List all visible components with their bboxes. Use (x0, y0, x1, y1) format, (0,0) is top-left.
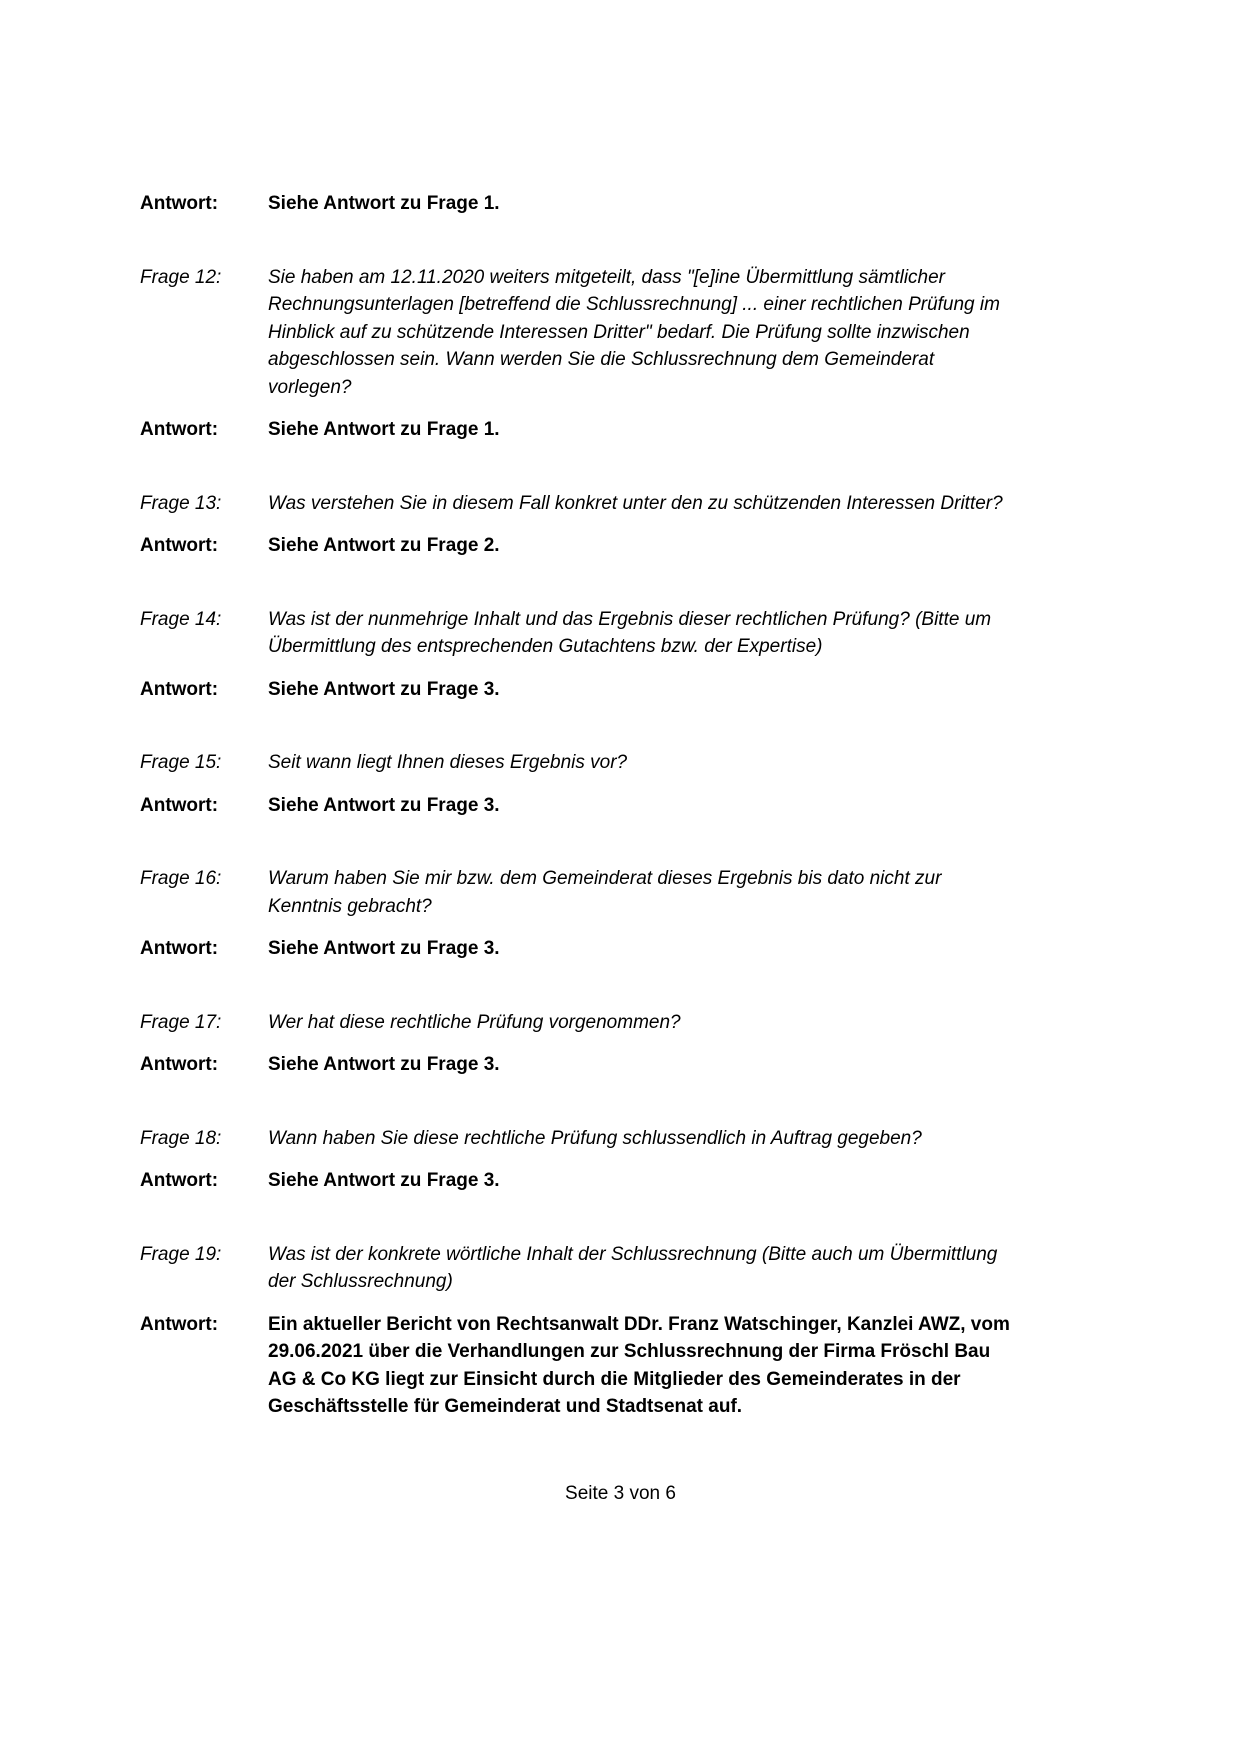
answer-text: Siehe Antwort zu Frage 2. (268, 535, 500, 556)
question-block (140, 865, 1013, 920)
question-block (140, 1125, 1013, 1153)
answer-block (140, 1051, 1013, 1079)
question-label: Frage 13: (140, 492, 222, 514)
question-block (140, 1241, 1013, 1296)
question-block (140, 606, 1013, 661)
answer-text: Ein aktueller Bericht von Rechtsanwalt DDr. Franz Watschinger, Kanzlei AWZ, vom 29.06.2021 über die Verhandlungen zur Schlussrechnung der Firma Fröschl Bau AG & Co KG liegt zur Einsicht durch die Mitglieder des Gemeinderates in der Geschäftsstelle für Gemeinderat und Stadtsenat auf. (268, 1313, 1010, 1417)
answer-label: Antwort: (140, 794, 219, 816)
answer-label: Antwort: (140, 1170, 219, 1191)
answer-text: Siehe Antwort zu Frage 3. (268, 938, 500, 959)
page-number: Seite 3 von 6 (565, 1483, 676, 1504)
answer-block (140, 676, 1013, 704)
question-label: Frage 12: (140, 266, 222, 288)
answer-text: Siehe Antwort zu Frage 1. (268, 193, 500, 214)
question-block (140, 264, 1013, 402)
question-label: Frage 17: (140, 1011, 222, 1033)
qa-list (140, 190, 1013, 1421)
answer-label: Antwort: (140, 1054, 219, 1075)
answer-text: Siehe Antwort zu Frage 3. (268, 1054, 500, 1075)
answer-label: Antwort: (140, 938, 219, 959)
question-block (140, 749, 1013, 777)
question-label: Frage 18: (140, 1127, 222, 1149)
question-text: Warum haben Sie mir bzw. dem Gemeinderat dieses Ergebnis bis dato nicht zur Kenntnis gebracht? (268, 868, 942, 917)
answer-block (140, 935, 1013, 963)
answer-block (140, 1311, 1013, 1421)
answer-text: Siehe Antwort zu Frage 3. (268, 678, 500, 700)
question-block (140, 490, 1013, 518)
question-text: Was ist der nunmehrige Inhalt und das Ergebnis dieser rechtlichen Prüfung? (Bitte um Übermittlung des entsprechenden Gutachtens bzw. der Expertise) (268, 608, 992, 657)
question-label: Frage 19: (140, 1243, 222, 1265)
question-text: Seit wann liegt Ihnen dieses Ergebnis vor? (268, 752, 628, 773)
answer-text: Siehe Antwort zu Frage 1. (268, 419, 500, 440)
answer-text: Siehe Antwort zu Frage 3. (268, 794, 500, 816)
question-text: Wer hat diese rechtliche Prüfung vorgenommen? (268, 1011, 681, 1033)
question-label: Frage 15: (140, 752, 222, 773)
question-text: Wann haben Sie diese rechtliche Prüfung schlussendlich in Auftrag gegeben? (268, 1127, 922, 1149)
question-label: Frage 14: (140, 608, 222, 630)
question-label: Frage 16: (140, 868, 222, 889)
answer-label: Antwort: (140, 193, 219, 214)
question-text: Was ist der konkrete wörtliche Inhalt der Schlussrechnung (Bitte auch um Übermittlung der Schlussrechnung) (268, 1243, 998, 1292)
answer-block (140, 1167, 1013, 1195)
question-text: Was verstehen Sie in diesem Fall konkret unter den zu schützenden Interessen Dritter? (268, 492, 1003, 514)
answer-block (140, 532, 1013, 560)
answer-block (140, 416, 1013, 444)
answer-label: Antwort: (140, 535, 219, 556)
answer-block (140, 792, 1013, 820)
answer-label: Antwort: (140, 678, 219, 700)
question-block (140, 1009, 1013, 1037)
answer-label: Antwort: (140, 1313, 219, 1335)
question-text: Sie haben am 12.11.2020 weiters mitgeteilt, dass "[e]ine Übermittlung sämtlicher Rechnungsunterlagen [betreffend die Schlussrechnung] ... einer rechtlichen Prüfung im Hinblick auf zu schützende Interessen Dritter" bedarf. Die Prüfung sollte inzwischen abgeschlossen sein. Wann werden Sie die Schlussrechnung dem Gemeinderat vorlegen? (268, 266, 1000, 398)
answer-label: Antwort: (140, 419, 219, 440)
answer-text: Siehe Antwort zu Frage 3. (268, 1170, 500, 1191)
answer-block (140, 190, 1013, 218)
